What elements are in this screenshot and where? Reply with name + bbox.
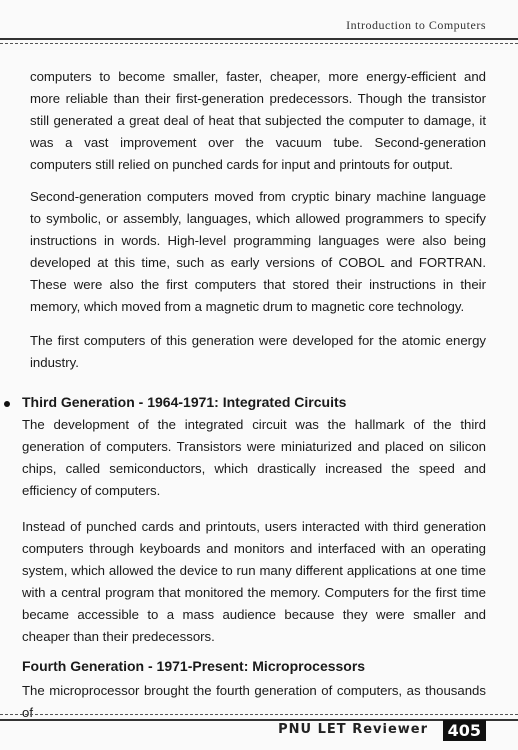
bullet-icon [4,401,10,407]
paragraph-3: The first computers of this generation were developed for the atomic energy industry. [30,333,486,370]
footer-rule-top [0,714,518,715]
header-rule-top [0,38,518,40]
footer-title: PNU LET Reviewer [278,722,428,737]
paragraph-5: Instead of punched cards and printouts, users interacted with third generation computers through keyboards and monitors and interfaced with an operating system, which allowed the device to run many different applications at one time with a central program that monitored the memory. Computers for the first time became accessible to a mass audience because they were smaller and cheaper than their predecessors. [22,519,486,644]
footer-rule-bottom [0,719,518,721]
section-heading-third-generation: Third Generation - 1964-1971: Integrated Circuits [22,394,347,410]
running-header: Introduction to Computers [346,18,486,32]
paragraph-1: computers to become smaller, faster, cheaper, more energy-efficient and more reliable than their first-generation predecessors. Though the transistor still generated a great deal of heat that subjected the computer to damage, it was a vast improvement over the vacuum tube. Second-generation computers still relied on punched cards for input and printouts for output. [30,69,486,172]
paragraph-2: Second-generation computers moved from cryptic binary machine language to symbolic, or assembly, languages, which allowed programmers to specify instructions in words. High-level programming languages were also being developed at this time, such as early versions of COBOL and FORTRAN. These were also the first computers that stored their instructions in their memory, which moved from a magnetic drum to magnetic core technology. [30,189,486,314]
paragraph-4: The development of the integrated circuit was the hallmark of the third generation of computers. Transistors were miniaturized and placed on silicon chips, called semiconductors, which drastically increased the speed and efficiency of computers. [22,417,486,498]
header-rule-bottom [0,43,518,44]
paragraph-6: The microprocessor brought the fourth generation of computers, as thousands of [22,683,486,720]
section-heading-fourth-generation: Fourth Generation - 1971-Present: Microprocessors [22,658,366,674]
page-number: 405 [443,720,486,741]
